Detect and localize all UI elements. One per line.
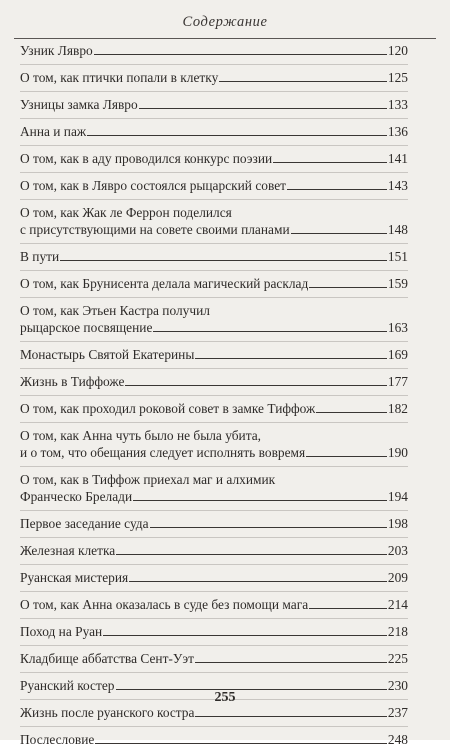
toc-entry-page: 141	[387, 151, 408, 166]
entry-divider	[20, 672, 408, 673]
toc-leader-line	[195, 358, 387, 359]
toc-entry-row	[20, 515, 408, 532]
toc-entry-row	[20, 569, 408, 586]
toc-entry-page: 190	[387, 445, 408, 460]
toc-entry-row	[20, 444, 408, 461]
toc-entry	[20, 650, 408, 668]
toc-entry-row	[20, 275, 408, 292]
entry-divider	[20, 91, 408, 92]
entry-divider	[20, 199, 408, 200]
toc-leader-line	[219, 81, 387, 82]
toc-entry	[20, 427, 408, 462]
toc-entry-row	[20, 69, 408, 86]
toc-entry-title-line: О том, как в Лявро состоялся рыцарский совет	[20, 178, 287, 193]
toc-leader-line	[103, 635, 387, 636]
toc-entry-page: 225	[387, 651, 408, 666]
toc-entry-row	[20, 623, 408, 640]
toc-entry-row	[20, 42, 408, 59]
toc-entry-title-line: О том, как проходил роковой совет в замке Тиффож	[20, 401, 316, 416]
toc-leader-line	[287, 189, 387, 190]
toc-entry-row	[20, 248, 408, 265]
toc-leader-line	[309, 287, 387, 288]
toc-leader-line	[291, 233, 387, 234]
toc-entry-row	[20, 542, 408, 559]
toc-leader-line	[60, 260, 387, 261]
toc-entry-row	[20, 346, 408, 363]
toc-entry-title-line: О том, как в аду проводился конкурс поэзии	[20, 151, 273, 166]
page-header	[14, 0, 436, 39]
toc-entry-title-line: с присутствующими на совете своими планами	[20, 222, 290, 237]
toc-entry	[20, 150, 408, 168]
toc-entry-page: 248	[387, 732, 408, 747]
toc-leader-line	[133, 500, 387, 501]
toc-entry-page: 203	[387, 543, 408, 558]
toc-leader-line	[306, 456, 387, 457]
toc-entry	[20, 248, 408, 266]
toc-entry-title-line: Руанский костер	[20, 678, 115, 693]
toc-leader-line	[195, 662, 387, 663]
toc-leader-line	[150, 527, 387, 528]
entry-divider	[20, 422, 408, 423]
page-title: Содержание	[182, 14, 268, 30]
toc-entry-title-line: рыцарское посвящение	[20, 320, 153, 335]
toc-entry-page: 209	[387, 570, 408, 585]
toc-leader-line	[129, 581, 387, 582]
toc-entry-title-line: Жизнь после руанского костра	[20, 705, 195, 720]
toc-leader-line	[195, 716, 386, 717]
toc-entry-page: 151	[387, 249, 408, 264]
toc-entry-row	[20, 96, 408, 113]
toc-entry-title-line: Монастырь Святой Екатерины	[20, 347, 195, 362]
entry-divider	[20, 64, 408, 65]
toc-entry-page: 120	[387, 43, 408, 58]
toc-entry-row	[20, 177, 408, 194]
toc-entry-page: 148	[387, 222, 408, 237]
toc-entry	[20, 204, 408, 239]
toc-entry-title-line: О том, как в Тиффож приехал маг и алхимик	[20, 472, 276, 487]
toc-leader-line	[116, 554, 387, 555]
toc-entry-title-line: Узницы замка Лявро	[20, 97, 138, 112]
toc-entry-page: 198	[387, 516, 408, 531]
toc-entry-row	[20, 373, 408, 390]
toc-entry-page: 143	[387, 178, 408, 193]
page-number: 255	[214, 690, 236, 705]
toc-entry-row	[20, 221, 408, 238]
toc-entry-row	[20, 123, 408, 140]
toc-entry-row	[20, 488, 408, 505]
entry-divider	[20, 118, 408, 119]
toc-entry-title-line: О том, как Брунисента делала магический расклад	[20, 276, 309, 291]
entry-divider	[20, 564, 408, 565]
toc-entry-page: 133	[387, 97, 408, 112]
entry-divider	[20, 172, 408, 173]
toc-leader-line	[153, 331, 387, 332]
entry-divider	[20, 591, 408, 592]
toc-entry	[20, 569, 408, 587]
toc-entry-page: 214	[387, 597, 408, 612]
entry-divider	[20, 645, 408, 646]
toc-entry	[20, 731, 408, 749]
toc-entry-title-line: Послесловие	[20, 732, 95, 747]
toc-entry-title-line: Руанская мистерия	[20, 570, 129, 585]
toc-entry-title-line: Первое заседание суда	[20, 516, 149, 531]
entry-divider	[20, 297, 408, 298]
toc-entry-title-line: и о том, что обещания следует исполнять вовремя	[20, 445, 306, 460]
entry-divider	[20, 368, 408, 369]
toc-entry	[20, 96, 408, 114]
toc-entry	[20, 177, 408, 195]
toc-entry-title-line: Анна и паж	[20, 124, 87, 139]
toc-entry-title-line: Кладбище аббатства Сент-Уэт	[20, 651, 194, 666]
toc-entry-title-line: Узник Лявро	[20, 43, 93, 58]
toc-entry	[20, 542, 408, 560]
toc-entry-row	[20, 650, 408, 667]
toc-entry	[20, 704, 408, 722]
entry-divider	[20, 726, 408, 727]
entry-divider	[20, 618, 408, 619]
toc-entry-row	[20, 150, 408, 167]
toc-entry	[20, 346, 408, 364]
toc-leader-line	[139, 108, 387, 109]
toc-entry	[20, 302, 408, 337]
toc-entry	[20, 123, 408, 141]
toc-leader-line	[87, 135, 387, 136]
toc-entry-title-line: В пути	[20, 249, 60, 264]
toc-entry	[20, 623, 408, 641]
toc-leader-line	[94, 54, 387, 55]
entry-divider	[20, 395, 408, 396]
toc-entry-title-line: О том, как Жак ле Феррон поделился	[20, 205, 232, 220]
toc-entry-row	[20, 596, 408, 613]
toc-leader-line	[273, 162, 387, 163]
toc-entry	[20, 471, 408, 506]
toc-entry-title-line: Поход на Руан	[20, 624, 103, 639]
toc-leader-line	[316, 412, 387, 413]
toc-entry-row	[20, 704, 408, 721]
entry-divider	[20, 341, 408, 342]
toc-entry-title-line: Жизнь в Тиффоже	[20, 374, 125, 389]
toc-entry-row	[20, 400, 408, 417]
entry-divider	[20, 466, 408, 467]
entry-divider	[20, 145, 408, 146]
entry-divider	[20, 243, 408, 244]
toc-entry-page: 182	[387, 401, 408, 416]
toc-entry-page: 159	[387, 276, 408, 291]
toc-entry	[20, 515, 408, 533]
toc-leader-line	[309, 608, 387, 609]
entry-divider	[20, 537, 408, 538]
toc-entry-row	[20, 319, 408, 336]
toc-leader-line	[125, 385, 386, 386]
toc-entry	[20, 42, 408, 60]
toc-entry-page: 169	[387, 347, 408, 362]
toc-entry-title-line: О том, как птички попали в клетку	[20, 70, 219, 85]
toc-leader-line	[95, 743, 387, 744]
toc-entry-title-line: О том, как Этьен Кастра получил	[20, 303, 210, 318]
toc-entry-page: 136	[387, 124, 408, 139]
table-of-contents	[20, 42, 408, 749]
toc-entry	[20, 373, 408, 391]
toc-entry-title-line: Франческо Брелади	[20, 489, 133, 504]
entry-divider	[20, 510, 408, 511]
toc-entry-title-line: Железная клетка	[20, 543, 116, 558]
toc-entry-page: 237	[387, 705, 408, 720]
toc-entry-title-line: О том, как Анна оказалась в суде без помощи мага	[20, 597, 309, 612]
toc-entry	[20, 69, 408, 87]
toc-entry	[20, 400, 408, 418]
toc-entry-page: 163	[387, 320, 408, 335]
toc-entry-page: 230	[387, 678, 408, 693]
toc-entry-page: 177	[387, 374, 408, 389]
toc-entry-page: 194	[387, 489, 408, 504]
toc-entry-page: 218	[387, 624, 408, 639]
toc-entry	[20, 596, 408, 614]
toc-entry-title-line: О том, как Анна чуть было не была убита,	[20, 428, 262, 443]
toc-entry	[20, 275, 408, 293]
entry-divider	[20, 270, 408, 271]
toc-entry-page: 125	[387, 70, 408, 85]
